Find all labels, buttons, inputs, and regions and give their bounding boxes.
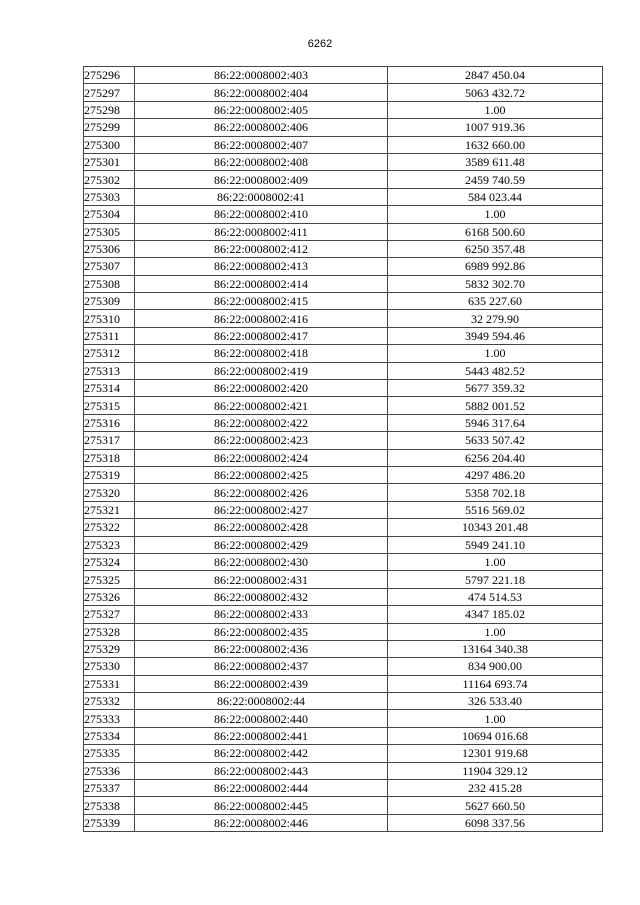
row-number-cell: 275320 (84, 484, 135, 501)
row-number-cell: 275302 (84, 171, 135, 188)
table-row (84, 571, 603, 588)
cadastral-number-cell: 86:22:0008002:421 (135, 397, 388, 414)
row-number-cell: 275316 (84, 414, 135, 431)
row-number-cell: 275334 (84, 727, 135, 744)
cadastral-value-cell: 10343 201.48 (388, 519, 603, 536)
table-row (84, 693, 603, 710)
table-row (84, 675, 603, 692)
table-row (84, 449, 603, 466)
row-number-cell: 275300 (84, 136, 135, 153)
row-number-cell: 275328 (84, 623, 135, 640)
cadastral-value-cell: 12301 919.68 (388, 745, 603, 762)
table-row (84, 136, 603, 153)
row-number-cell: 275296 (84, 67, 135, 84)
table-row (84, 762, 603, 779)
cadastral-number-cell: 86:22:0008002:403 (135, 67, 388, 84)
cadastral-value-cell: 1.00 (388, 206, 603, 223)
cadastral-value-cell: 635 227.60 (388, 293, 603, 310)
cadastral-value-cell: 5627 660.50 (388, 797, 603, 814)
table-row (84, 780, 603, 797)
table-row (84, 484, 603, 501)
row-number-cell: 275329 (84, 640, 135, 657)
cadastral-value-cell: 1.00 (388, 623, 603, 640)
cadastral-value-cell: 1632 660.00 (388, 136, 603, 153)
table-row (84, 432, 603, 449)
row-number-cell: 275304 (84, 206, 135, 223)
cadastral-number-cell: 86:22:0008002:425 (135, 466, 388, 483)
cadastral-value-cell: 10694 016.68 (388, 727, 603, 744)
table-row (84, 380, 603, 397)
cadastral-number-cell: 86:22:0008002:411 (135, 223, 388, 240)
table-row (84, 397, 603, 414)
row-number-cell: 275309 (84, 293, 135, 310)
cadastral-value-cell: 5882 001.52 (388, 397, 603, 414)
table-row (84, 327, 603, 344)
cadastral-value-cell: 474 514.53 (388, 588, 603, 605)
cadastral-value-cell: 5946 317.64 (388, 414, 603, 431)
cadastral-value-cell: 4297 486.20 (388, 466, 603, 483)
row-number-cell: 275337 (84, 780, 135, 797)
cadastral-number-cell: 86:22:0008002:442 (135, 745, 388, 762)
cadastral-value-cell: 5797 221.18 (388, 571, 603, 588)
cadastral-number-cell: 86:22:0008002:405 (135, 101, 388, 118)
cadastral-value-cell: 13164 340.38 (388, 640, 603, 657)
cadastral-number-cell: 86:22:0008002:423 (135, 432, 388, 449)
table-row (84, 223, 603, 240)
table-row (84, 623, 603, 640)
table-row (84, 84, 603, 101)
cadastral-value-cell: 32 279.90 (388, 310, 603, 327)
table-row (84, 240, 603, 257)
cadastral-value-cell: 1.00 (388, 710, 603, 727)
table-row (84, 310, 603, 327)
cadastral-value-cell: 5949 241.10 (388, 536, 603, 553)
row-number-cell: 275310 (84, 310, 135, 327)
table-row (84, 67, 603, 84)
cadastral-value-cell: 3589 611.48 (388, 153, 603, 170)
cadastral-number-cell: 86:22:0008002:445 (135, 797, 388, 814)
row-number-cell: 275332 (84, 693, 135, 710)
row-number-cell: 275317 (84, 432, 135, 449)
cadastral-value-cell: 5516 569.02 (388, 501, 603, 518)
table-row (84, 188, 603, 205)
row-number-cell: 275305 (84, 223, 135, 240)
cadastral-number-cell: 86:22:0008002:435 (135, 623, 388, 640)
cadastral-number-cell: 86:22:0008002:446 (135, 814, 388, 831)
cadastral-number-cell: 86:22:0008002:417 (135, 327, 388, 344)
table-row (84, 119, 603, 136)
row-number-cell: 275330 (84, 658, 135, 675)
row-number-cell: 275313 (84, 362, 135, 379)
cadastral-value-cell: 11904 329.12 (388, 762, 603, 779)
cadastral-number-cell: 86:22:0008002:414 (135, 275, 388, 292)
table-row (84, 797, 603, 814)
row-number-cell: 275308 (84, 275, 135, 292)
cadastral-value-cell: 4347 185.02 (388, 606, 603, 623)
row-number-cell: 275312 (84, 345, 135, 362)
table-row (84, 171, 603, 188)
table-row (84, 588, 603, 605)
row-number-cell: 275331 (84, 675, 135, 692)
row-number-cell: 275338 (84, 797, 135, 814)
cadastral-number-cell: 86:22:0008002:433 (135, 606, 388, 623)
cadastral-value-cell: 3949 594.46 (388, 327, 603, 344)
table-row (84, 362, 603, 379)
cadastral-number-cell: 86:22:0008002:429 (135, 536, 388, 553)
cadastral-value-cell: 6256 204.40 (388, 449, 603, 466)
cadastral-number-cell: 86:22:0008002:439 (135, 675, 388, 692)
cadastral-value-cell: 1.00 (388, 101, 603, 118)
cadastral-value-cell: 6250 357.48 (388, 240, 603, 257)
cadastral-number-cell: 86:22:0008002:441 (135, 727, 388, 744)
cadastral-number-cell: 86:22:0008002:420 (135, 380, 388, 397)
cadastral-value-cell: 6989 992.86 (388, 258, 603, 275)
cadastral-value-cell: 2459 740.59 (388, 171, 603, 188)
table-body (84, 67, 603, 832)
table-row (84, 414, 603, 431)
row-number-cell: 275325 (84, 571, 135, 588)
row-number-cell: 275301 (84, 153, 135, 170)
cadastral-value-cell: 5633 507.42 (388, 432, 603, 449)
row-number-cell: 275303 (84, 188, 135, 205)
cadastral-number-cell: 86:22:0008002:419 (135, 362, 388, 379)
cadastral-number-cell: 86:22:0008002:427 (135, 501, 388, 518)
cadastral-value-cell: 6168 500.60 (388, 223, 603, 240)
cadastral-number-cell: 86:22:0008002:410 (135, 206, 388, 223)
table-row (84, 745, 603, 762)
table-row (84, 345, 603, 362)
cadastral-number-cell: 86:22:0008002:430 (135, 553, 388, 570)
cadastral-number-cell: 86:22:0008002:444 (135, 780, 388, 797)
row-number-cell: 275297 (84, 84, 135, 101)
cadastral-value-cell: 11164 693.74 (388, 675, 603, 692)
cadastral-number-cell: 86:22:0008002:407 (135, 136, 388, 153)
cadastral-value-cell: 5063 432.72 (388, 84, 603, 101)
cadastral-number-cell: 86:22:0008002:409 (135, 171, 388, 188)
cadastral-number-cell: 86:22:0008002:408 (135, 153, 388, 170)
cadastral-number-cell: 86:22:0008002:426 (135, 484, 388, 501)
cadastral-number-cell: 86:22:0008002:412 (135, 240, 388, 257)
cadastral-value-cell: 5443 482.52 (388, 362, 603, 379)
cadastral-value-cell: 2847 450.04 (388, 67, 603, 84)
cadastral-number-cell: 86:22:0008002:416 (135, 310, 388, 327)
row-number-cell: 275324 (84, 553, 135, 570)
cadastral-number-cell: 86:22:0008002:44 (135, 693, 388, 710)
table-row (84, 258, 603, 275)
table-row (84, 553, 603, 570)
table-row (84, 153, 603, 170)
table-row (84, 727, 603, 744)
cadastral-value-cell: 326 533.40 (388, 693, 603, 710)
table-row (84, 640, 603, 657)
row-number-cell: 275339 (84, 814, 135, 831)
row-number-cell: 275299 (84, 119, 135, 136)
cadastral-number-cell: 86:22:0008002:431 (135, 571, 388, 588)
row-number-cell: 275314 (84, 380, 135, 397)
cadastral-number-cell: 86:22:0008002:418 (135, 345, 388, 362)
row-number-cell: 275333 (84, 710, 135, 727)
row-number-cell: 275321 (84, 501, 135, 518)
cadastral-value-cell: 1.00 (388, 345, 603, 362)
row-number-cell: 275336 (84, 762, 135, 779)
cadastral-value-cell: 5832 302.70 (388, 275, 603, 292)
row-number-cell: 275318 (84, 449, 135, 466)
cadastral-number-cell: 86:22:0008002:406 (135, 119, 388, 136)
page-number: 6262 (307, 38, 333, 50)
table-row (84, 519, 603, 536)
table-row (84, 466, 603, 483)
table-row (84, 501, 603, 518)
cadastral-number-cell: 86:22:0008002:404 (135, 84, 388, 101)
cadastral-number-cell: 86:22:0008002:422 (135, 414, 388, 431)
table-row (84, 658, 603, 675)
cadastral-value-cell: 232 415.28 (388, 780, 603, 797)
cadastral-value-cell: 584 023.44 (388, 188, 603, 205)
cadastral-number-cell: 86:22:0008002:413 (135, 258, 388, 275)
table-row (84, 275, 603, 292)
table-row (84, 293, 603, 310)
table-row (84, 606, 603, 623)
row-number-cell: 275298 (84, 101, 135, 118)
cadastral-value-table (83, 66, 603, 832)
cadastral-value-cell: 1.00 (388, 553, 603, 570)
cadastral-number-cell: 86:22:0008002:437 (135, 658, 388, 675)
row-number-cell: 275315 (84, 397, 135, 414)
row-number-cell: 275306 (84, 240, 135, 257)
cadastral-number-cell: 86:22:0008002:440 (135, 710, 388, 727)
row-number-cell: 275319 (84, 466, 135, 483)
table-row (84, 206, 603, 223)
cadastral-number-cell: 86:22:0008002:432 (135, 588, 388, 605)
table-row (84, 536, 603, 553)
row-number-cell: 275322 (84, 519, 135, 536)
row-number-cell: 275311 (84, 327, 135, 344)
cadastral-value-cell: 6098 337.56 (388, 814, 603, 831)
cadastral-number-cell: 86:22:0008002:443 (135, 762, 388, 779)
cadastral-number-cell: 86:22:0008002:424 (135, 449, 388, 466)
cadastral-number-cell: 86:22:0008002:41 (135, 188, 388, 205)
cadastral-value-cell: 834 900.00 (388, 658, 603, 675)
row-number-cell: 275307 (84, 258, 135, 275)
table-row (84, 710, 603, 727)
cadastral-number-cell: 86:22:0008002:436 (135, 640, 388, 657)
cadastral-value-cell: 5358 702.18 (388, 484, 603, 501)
cadastral-number-cell: 86:22:0008002:428 (135, 519, 388, 536)
row-number-cell: 275326 (84, 588, 135, 605)
row-number-cell: 275327 (84, 606, 135, 623)
row-number-cell: 275323 (84, 536, 135, 553)
cadastral-value-cell: 1007 919.36 (388, 119, 603, 136)
cadastral-value-cell: 5677 359.32 (388, 380, 603, 397)
cadastral-number-cell: 86:22:0008002:415 (135, 293, 388, 310)
table-row (84, 101, 603, 118)
table-row (84, 814, 603, 831)
row-number-cell: 275335 (84, 745, 135, 762)
